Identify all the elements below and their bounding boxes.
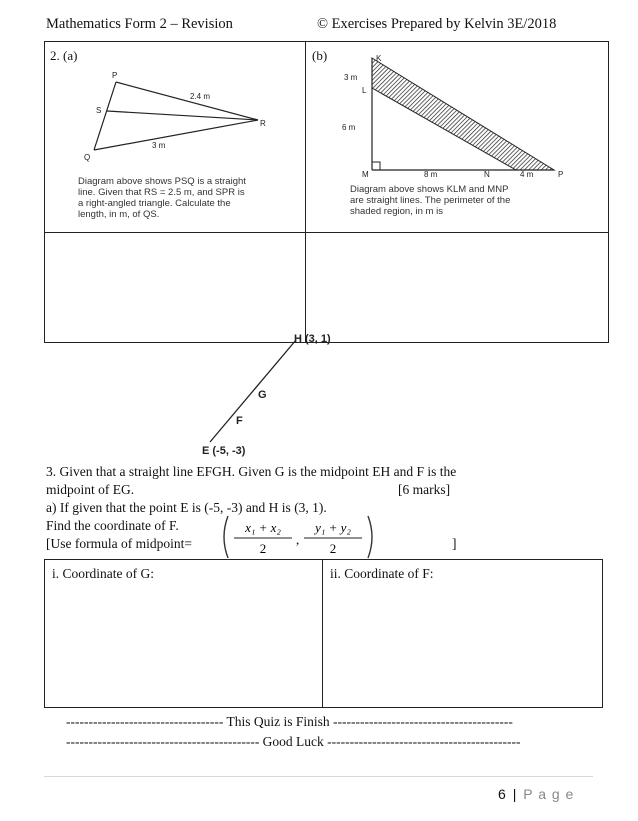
q2b-caption: Diagram above shows KLM and MNP are straight lines. The perimeter of the shaded region, in m is [350,184,511,217]
answer-g-label: i. Coordinate of G: [52,566,154,581]
quiz-finish-line: ----------------------------------- This Quiz is Finish ---------------------------------------- [66,714,513,729]
length-lm-label: 6 m [342,123,356,132]
header-title: Mathematics Form 2 – Revision [46,16,233,32]
triangle-figure [72,68,282,168]
svg-text:,: , [296,532,300,547]
vertex-m-label: M [362,170,369,178]
page-number: 6 | P a g e [498,786,575,802]
midpoint-formula [218,514,378,560]
point-h-label: H (3, 1) [294,333,331,345]
point-g-label: G [258,389,267,401]
line-efgh-diagram [190,326,370,460]
q3-marks: [6 marks] [398,482,451,497]
q3-part-a: a) If given that the point E is (-5, -3) and H is (3, 1). [46,500,327,515]
svg-text:2: 2 [329,541,337,556]
q3-statement: 3. Given that a straight line EFGH. Given G is the midpoint EH and F is the [46,464,457,479]
length-np-label: 4 m [520,170,534,178]
q3-formula-intro: [Use formula of midpoint= [46,536,192,551]
length-kl-label: 3 m [344,73,358,82]
length-mn-label: 8 m [424,170,438,178]
length-pr-label: 2.4 m [190,92,211,101]
q2b-label: (b) [312,48,328,63]
vertex-q-label: Q [84,153,91,162]
svg-text:2: 2 [259,541,267,556]
vertex-k-label: K [376,54,382,63]
point-f-label: F [236,415,243,427]
good-luck-line: ------------------------------------------- Good Luck ------------------------------------------- [66,734,521,749]
q3-find-f: Find the coordinate of F. [46,518,179,533]
vertex-n-label: N [484,170,490,178]
svg-text:x₁ + x₂: x₁ + x₂ [245,520,281,535]
shaded-region-figure [334,50,574,178]
vertex-s-label: S [96,106,102,115]
svg-text:y₁ + y₂: y₁ + y₂ [315,520,351,535]
q3-statement-2: midpoint of EG. [46,482,135,497]
footer-rule [44,776,593,777]
vertex-r-label: R [260,119,266,128]
q2a-caption: Diagram above shows PSQ is a straight line. Given that RS = 2.5 m, and SPR is a right-angled triangle. Calculate the length, in m, of QS. [78,176,246,220]
header-credit: © Exercises Prepared by Kelvin 3E/2018 [317,16,557,32]
length-qr-label: 3 m [152,141,166,150]
answer-f-label: ii. Coordinate of F: [330,566,434,581]
vertex-l-label: L [362,86,367,95]
q3-formula-close: ] [452,536,457,551]
vertex-p-label: P [112,71,118,80]
point-e-label: E (-5, -3) [202,445,246,457]
vertex-p2-label: P [558,170,564,178]
q2a-label: 2. (a) [50,48,78,63]
